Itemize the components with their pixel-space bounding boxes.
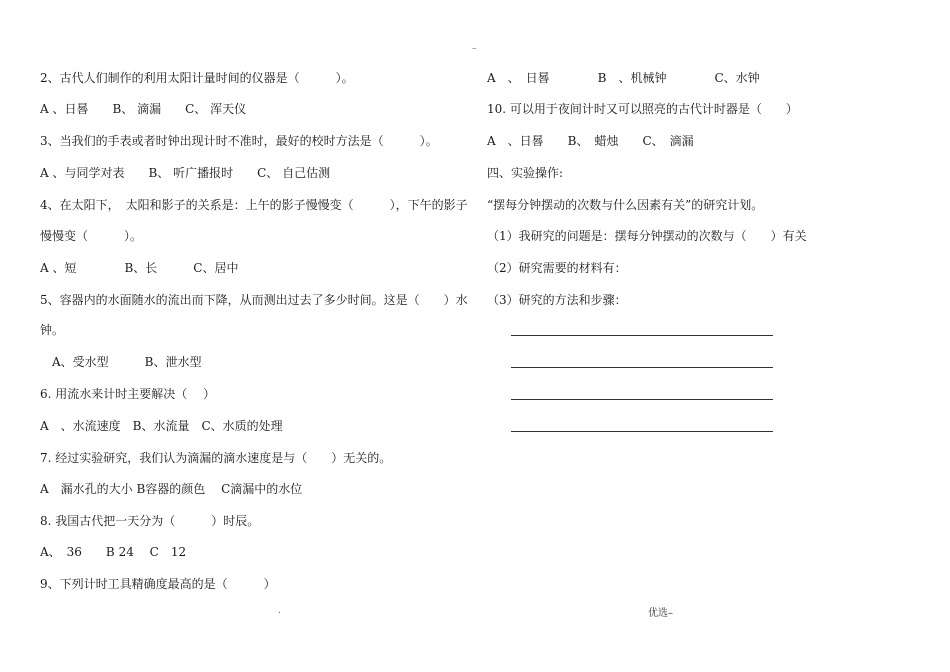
question-2: 2、古代人们制作的利用太阳计量时间的仪器是（ ）。	[40, 71, 354, 85]
question-8-options: A、 36 B 24 C 12	[40, 545, 187, 559]
question-4-cont: 慢慢变（ ）。	[40, 229, 143, 243]
plan-item-2: （2）研究需要的材料有：	[487, 261, 627, 275]
research-plan-title: “摆每分钟摆动的次数与什么因素有关”的研究计划。	[487, 198, 764, 212]
plan-item-1: （1）我研究的问题是：摆每分钟摆动的次数与（ ）有关	[487, 229, 807, 243]
question-8: 8. 我国古代把一天分为（ ）时辰。	[40, 514, 260, 528]
plan-item-3: （3）研究的方法和步骤：	[487, 293, 627, 307]
question-7-options: A 漏水孔的大小 B容器的颜色 C滴漏中的水位	[40, 482, 303, 496]
question-5-options: A、受水型 B、泄水型	[40, 355, 202, 369]
question-5: 5、容器内的水面随水的流出而下降，从而测出过去了多少时间。这是（ ）水	[40, 293, 468, 307]
question-6: 6. 用流水来计时主要解决（ ）	[40, 387, 216, 401]
question-3: 3、当我们的手表或者时钟出现计时不准时，最好的校时方法是（ ）。	[40, 134, 438, 148]
question-6-options: A 、水流速度 B、水流量 C、水质的处理	[40, 419, 283, 433]
section-4-heading: 四、实验操作:	[487, 166, 564, 180]
question-9: 9、下列计时工具精确度最高的是（ ）	[40, 577, 276, 591]
question-9-options: A 、 日晷 B 、机械钟 C、水钟	[487, 71, 760, 85]
footer-tag: 优选–	[648, 608, 673, 619]
question-5-cont: 钟。	[40, 323, 65, 337]
header-mark: –	[472, 44, 477, 54]
answer-line[interactable]	[511, 335, 773, 336]
question-4-options: A 、短 B、长 C、居中	[40, 261, 239, 275]
question-4: 4、在太阳下， 太阳和影子的关系是：上午的影子慢慢变（ ），下午的影子	[40, 198, 468, 212]
question-7: 7. 经过实验研究，我们认为滴漏的滴水速度是与（ ）无关的。	[40, 451, 392, 465]
question-2-options: A 、日晷 B、 滴漏 C、 浑天仪	[40, 102, 247, 116]
question-10-options: A 、日晷 B、 蜡烛 C、 滴漏	[487, 134, 694, 148]
answer-line[interactable]	[511, 367, 773, 368]
question-10: 10. 可以用于夜间计时又可以照亮的古代计时器是（ ）	[487, 102, 798, 116]
footer-dot: .	[278, 606, 281, 616]
answer-line[interactable]	[511, 399, 773, 400]
question-3-options: A 、与同学对表 B、 听广播报时 C、 自己估测	[40, 166, 331, 180]
answer-line[interactable]	[511, 431, 773, 432]
